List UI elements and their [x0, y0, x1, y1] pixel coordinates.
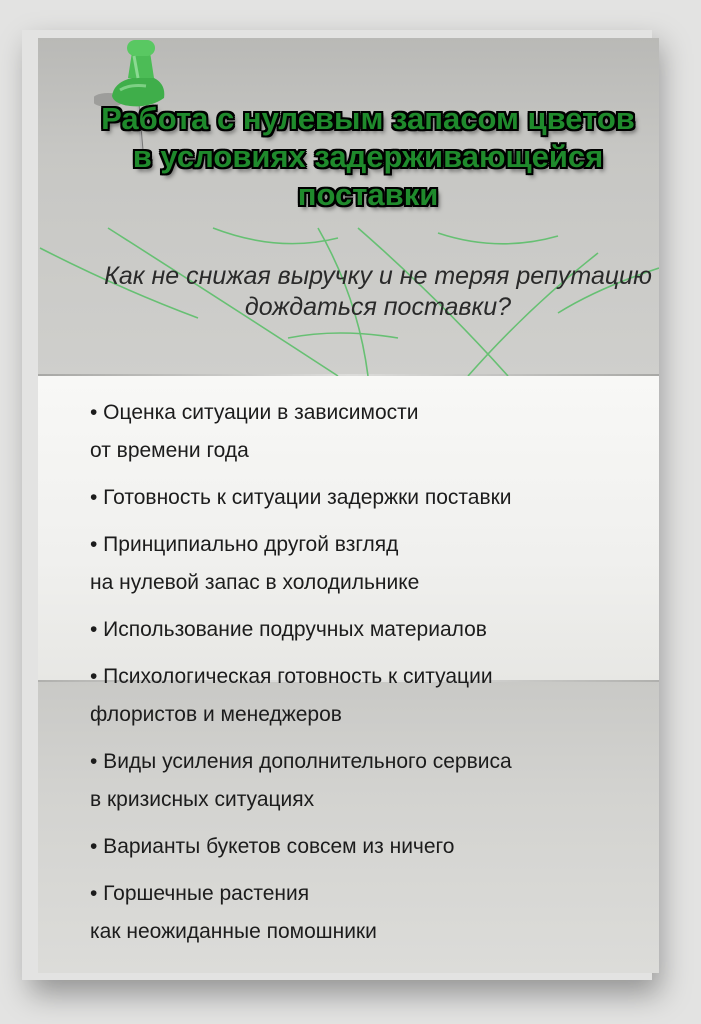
page-subtitle: Как не снижая выручку и не теряя репутацию дождаться поставки?: [104, 262, 652, 321]
list-item: • Готовность к ситуации задержки поставки: [90, 486, 512, 509]
list-item: • Варианты букетов совсем из ничего: [90, 835, 455, 858]
list-item: • Принципиально другой взгляд на нулевой запас в холодильнике: [90, 533, 420, 594]
list-item: • Виды усиления дополнительного сервиса в кризисных ситуациях: [90, 750, 512, 811]
list-item: • Использование подручных материалов: [90, 618, 487, 641]
list-item: • Горшечные растения как неожиданные помошники: [90, 882, 377, 943]
list-item: • Психологическая готовность к ситуации флористов и менеджеров: [90, 665, 493, 726]
topic-list: [90, 394, 650, 960]
folded-paper-card: [38, 38, 659, 973]
page-title: Работа с нулевым запасом цветов в условиях задерживающейся поставки: [101, 101, 635, 212]
list-item: • Оценка ситуации в зависимости от времени года: [90, 401, 419, 462]
